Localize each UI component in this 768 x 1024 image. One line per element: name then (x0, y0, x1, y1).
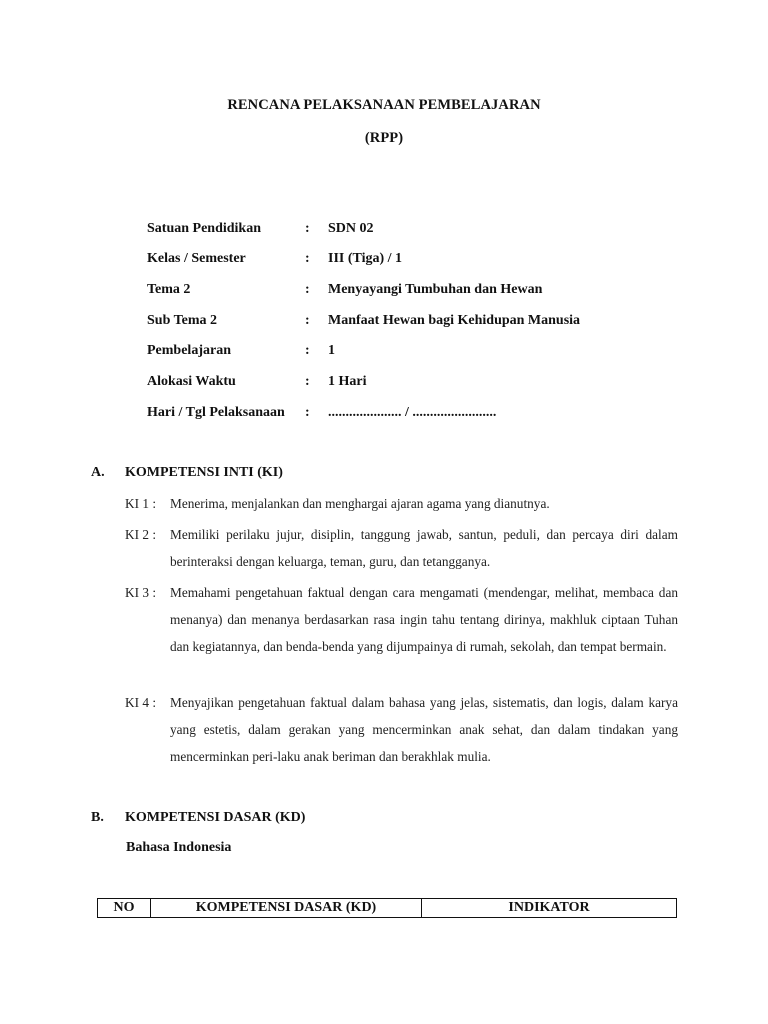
ki-text: Memahami pengetahuan faktual dengan cara mengamati (mendengar, melihat, membaca dan menanya) dan menanya berdasarkan rasa ingin tahu tentang dirinya, makhluk ciptaan Tuhan dan kegiatannya, dan benda-benda yang dijumpainya di rumah, sekolah, dan tempat bermain. (170, 585, 678, 654)
ki-item-3 (125, 579, 678, 660)
info-label: Satuan Pendidikan (147, 221, 261, 236)
ki-text: Memiliki perilaku jujur, disiplin, tanggung jawab, santun, peduli, dan percaya diri dalam berinteraksi dengan keluarga, teman, guru, dan tetangganya. (170, 527, 678, 569)
ki-code: KI 4 : (125, 695, 157, 710)
info-value: 1 Hari (328, 374, 367, 389)
info-value: III (Tiga) / 1 (328, 251, 403, 266)
section-letter: A. (91, 465, 105, 480)
document-title: RENCANA PELAKSANAAN PEMBELAJARAN (227, 97, 541, 113)
info-colon: : (305, 374, 310, 389)
info-value: Manfaat Hewan bagi Kehidupan Manusia (328, 313, 581, 328)
ki-item-1 (125, 490, 678, 517)
table-header-kd: KOMPETENSI DASAR (KD) (151, 899, 422, 918)
info-colon: : (305, 343, 310, 358)
ki-text: Menyajikan pengetahuan faktual dalam bahasa yang jelas, sistematis, dan logis, dalam karya yang estetis, dalam gerakan yang mencerminkan anak sehat, dan dalam tindakan yang mencerminkan peri-laku anak beriman dan berakhlak mulia. (170, 695, 678, 764)
info-colon: : (305, 405, 310, 420)
info-label: Hari / Tgl Pelaksanaan (147, 405, 285, 420)
table-header-row (98, 899, 677, 918)
info-label: Sub Tema 2 (147, 313, 218, 328)
info-label: Tema 2 (147, 282, 191, 297)
ki-code: KI 3 : (125, 585, 157, 600)
document-subtitle: (RPP) (364, 130, 404, 146)
subject-title: Bahasa Indonesia (126, 840, 232, 855)
ki-text: Menerima, menjalankan dan menghargai ajaran agama yang dianutnya. (170, 496, 550, 511)
info-colon: : (305, 282, 310, 297)
info-value: SDN 02 (328, 221, 374, 236)
section-title: KOMPETENSI INTI (KI) (125, 465, 283, 480)
table-header-no: NO (98, 899, 151, 918)
info-label: Alokasi Waktu (147, 374, 236, 389)
kd-table (97, 898, 677, 918)
info-colon: : (305, 313, 310, 328)
info-value: ..................... / ........................ (328, 405, 497, 420)
section-letter: B. (91, 810, 104, 825)
info-label: Kelas / Semester (147, 251, 246, 266)
info-value: Menyayangi Tumbuhan dan Hewan (328, 282, 543, 297)
info-colon: : (305, 221, 310, 236)
table-header-indikator: INDIKATOR (422, 899, 677, 918)
info-value: 1 (328, 343, 335, 358)
ki-item-4 (125, 689, 678, 770)
info-colon: : (305, 251, 310, 266)
ki-code: KI 1 : (125, 496, 157, 511)
ki-code: KI 2 : (125, 527, 157, 542)
ki-item-2 (125, 521, 678, 575)
info-label: Pembelajaran (147, 343, 231, 358)
section-title: KOMPETENSI DASAR (KD) (125, 810, 306, 825)
